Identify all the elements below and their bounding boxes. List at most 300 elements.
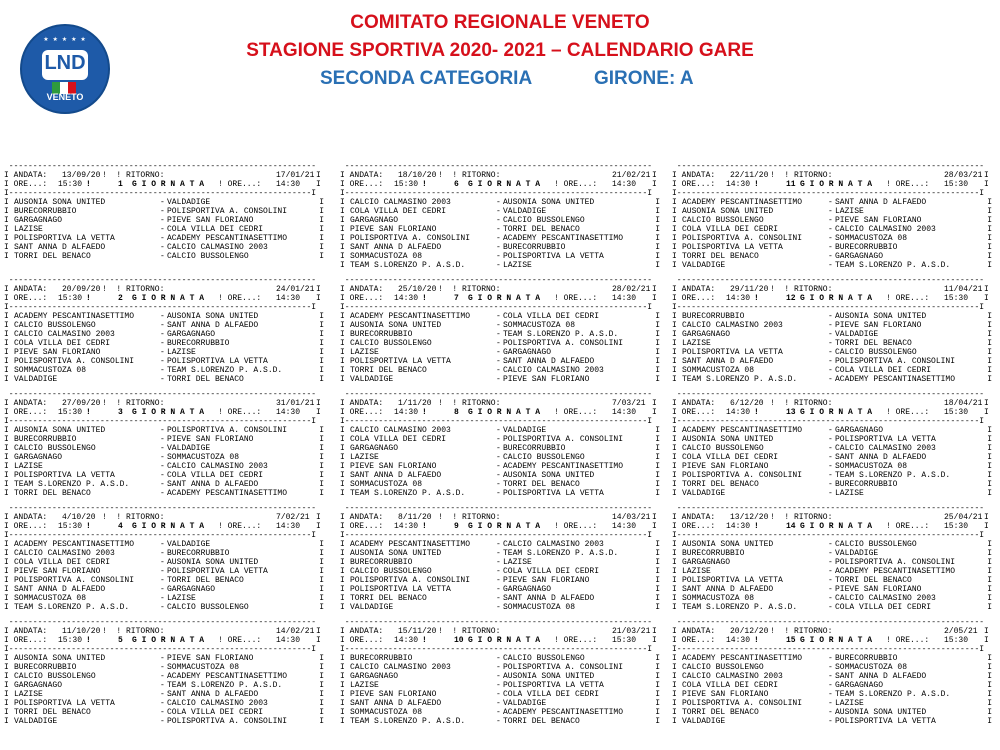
match-dash: - xyxy=(160,207,165,216)
home-team: ACADEMY PESCANTINASETTIMO xyxy=(682,426,803,435)
away-team: POLISPORTIVA LA VETTA xyxy=(835,717,936,726)
border-i: I xyxy=(987,339,992,348)
giornata-prefix: ! xyxy=(422,636,437,645)
border-i: I xyxy=(672,207,677,216)
match-row xyxy=(340,672,662,681)
border-i: I xyxy=(655,594,660,603)
border-i: I xyxy=(984,285,989,294)
ritorno-date: 21/02/21 xyxy=(612,171,651,180)
home-team: POLISPORTIVA LA VETTA xyxy=(14,471,115,480)
border-i: I xyxy=(4,690,9,699)
away-team: TORRI DEL BENACO xyxy=(503,717,580,726)
giornata-prefix: ! xyxy=(86,522,101,531)
match-dash: - xyxy=(828,489,833,498)
ore-andata: 14:30 xyxy=(394,636,419,645)
match-row xyxy=(4,234,326,243)
away-team: TEAM S.LORENZO P. A.S.D. xyxy=(835,690,951,699)
match-dash: - xyxy=(828,261,833,270)
match-row xyxy=(340,366,662,375)
ritorno-date: 28/03/21 xyxy=(944,171,983,180)
round-block xyxy=(340,276,662,390)
border-i: I xyxy=(655,426,660,435)
border-i: I xyxy=(984,627,989,636)
andata-date: 8/11/20 xyxy=(398,513,432,522)
border-i: I xyxy=(4,603,9,612)
border-i: I xyxy=(655,321,660,330)
giornata-prefix: ! xyxy=(754,180,769,189)
match-row xyxy=(4,594,326,603)
match-dash: - xyxy=(160,444,165,453)
border-i: I xyxy=(4,435,9,444)
match-row xyxy=(340,207,662,216)
divider: ---------------------------------------------------------------- xyxy=(4,390,317,399)
ore-andata: 14:30 xyxy=(726,294,751,303)
match-row xyxy=(4,585,326,594)
match-row xyxy=(672,312,994,321)
round-time-row xyxy=(4,408,326,417)
border-i: I xyxy=(319,312,324,321)
border-i: I xyxy=(655,198,660,207)
match-row xyxy=(4,567,326,576)
border-i: I xyxy=(655,252,660,261)
away-team: SOMMACUSTOZA 08 xyxy=(167,453,240,462)
home-team: PIEVE SAN FLORIANO xyxy=(350,225,437,234)
border-i: I xyxy=(672,690,677,699)
border-i: I xyxy=(987,225,992,234)
home-team: AUSONIA SONA UNITED xyxy=(350,321,442,330)
home-team: POLISPORTIVA LA VETTA xyxy=(350,357,451,366)
border-i: I xyxy=(4,426,9,435)
ore-ritorno-label: ! ORE...: xyxy=(886,180,935,189)
home-team: LAZISE xyxy=(682,339,711,348)
match-dash: - xyxy=(828,207,833,216)
border-i: I xyxy=(319,489,324,498)
home-team: CALCIO BUSSOLENGO xyxy=(14,444,96,453)
home-team: POLISPORTIVA A. CONSOLINI xyxy=(682,699,803,708)
round-block xyxy=(4,390,326,504)
match-dash: - xyxy=(160,435,165,444)
home-team: SANT ANNA D ALFAEDO xyxy=(682,357,774,366)
border-i: I xyxy=(4,453,9,462)
away-team: LAZISE xyxy=(835,489,864,498)
border-i: I xyxy=(655,348,660,357)
ritorno-label: ! ! RITORNO: xyxy=(438,171,506,180)
border-i: I xyxy=(4,330,9,339)
away-team: VALDADIGE xyxy=(835,549,879,558)
away-team: TEAM S.LORENZO P. A.S.D. xyxy=(835,261,951,270)
ore-ritorno-label: ! ORE...: xyxy=(554,522,603,531)
match-dash: - xyxy=(828,681,833,690)
andata-date: 20/09/20 xyxy=(62,285,101,294)
match-dash: - xyxy=(160,480,165,489)
border-i: I xyxy=(984,522,989,531)
ore-ritorno-label: ! ORE...: xyxy=(886,408,935,417)
match-dash: - xyxy=(496,357,501,366)
match-row xyxy=(672,435,994,444)
away-team: TORRI DEL BENACO xyxy=(503,480,580,489)
away-team: PIEVE SAN FLORIANO xyxy=(167,435,254,444)
giornata-number: 5 xyxy=(118,636,123,645)
border-i: I xyxy=(340,339,345,348)
away-team: CALCIO BUSSOLENGO xyxy=(503,654,585,663)
round-time-row xyxy=(4,636,326,645)
home-team: SANT ANNA D ALFAEDO xyxy=(682,585,774,594)
border-i: I xyxy=(319,321,324,330)
giornata-number: 6 xyxy=(454,180,459,189)
border-i: I xyxy=(987,708,992,717)
border-i: I xyxy=(4,207,9,216)
home-team: GARGAGNAGO xyxy=(682,330,731,339)
border-i: I xyxy=(987,426,992,435)
border-i: I xyxy=(4,576,9,585)
border-i: I xyxy=(319,207,324,216)
match-dash: - xyxy=(828,594,833,603)
giornata-label: G I O R N A T A xyxy=(132,636,205,645)
home-team: LAZISE xyxy=(682,567,711,576)
border-i: I xyxy=(319,690,324,699)
border-i: I xyxy=(987,471,992,480)
border-i: I xyxy=(987,375,992,384)
border-i: I xyxy=(4,312,9,321)
border-i: I xyxy=(319,672,324,681)
home-team: PIEVE SAN FLORIANO xyxy=(350,690,437,699)
divider: I---------------------------------------------------------------I xyxy=(672,645,985,654)
divider: I---------------------------------------------------------------I xyxy=(4,189,317,198)
border-i: I xyxy=(340,480,345,489)
away-team: COLA VILLA DEI CEDRI xyxy=(167,708,264,717)
ore-label: I ORE...: xyxy=(672,180,721,189)
match-row xyxy=(672,681,994,690)
home-team: LAZISE xyxy=(350,453,379,462)
ore-ritorno-label: ! ORE...: xyxy=(554,180,603,189)
border-i: I xyxy=(319,663,324,672)
giornata-number: 9 xyxy=(454,522,459,531)
border-i: I xyxy=(652,522,657,531)
match-row xyxy=(4,717,326,726)
match-row xyxy=(4,366,326,375)
border-i: I xyxy=(672,357,677,366)
home-team: TEAM S.LORENZO P. A.S.D. xyxy=(14,603,130,612)
ore-andata: 14:30 xyxy=(394,522,419,531)
match-row xyxy=(672,603,994,612)
ore-ritorno: 15:30 xyxy=(944,180,969,189)
match-row xyxy=(4,480,326,489)
giornata-label: G I O R N A T A xyxy=(800,408,873,417)
ore-ritorno-label: ! ORE...: xyxy=(554,408,603,417)
border-i: I xyxy=(987,672,992,681)
giornata-number: 7 xyxy=(454,294,459,303)
border-i: I xyxy=(340,330,345,339)
match-dash: - xyxy=(496,489,501,498)
match-dash: - xyxy=(160,225,165,234)
match-dash: - xyxy=(496,321,501,330)
border-i: I xyxy=(672,654,677,663)
home-team: POLISPORTIVA LA VETTA xyxy=(682,576,783,585)
home-team: COLA VILLA DEI CEDRI xyxy=(682,453,779,462)
match-dash: - xyxy=(496,375,501,384)
match-row xyxy=(672,708,994,717)
match-dash: - xyxy=(828,558,833,567)
match-row xyxy=(672,225,994,234)
border-i: I xyxy=(672,567,677,576)
home-team: TEAM S.LORENZO P. A.S.D. xyxy=(682,603,798,612)
home-team: LAZISE xyxy=(14,462,43,471)
round-time-row xyxy=(672,408,994,417)
match-dash: - xyxy=(160,462,165,471)
match-row xyxy=(4,444,326,453)
match-dash: - xyxy=(828,243,833,252)
border-i: I xyxy=(4,462,9,471)
match-dash: - xyxy=(496,603,501,612)
giornata-label: G I O R N A T A xyxy=(800,294,873,303)
ore-label: I ORE...: xyxy=(340,180,389,189)
border-i: I xyxy=(4,198,9,207)
home-team: CALCIO CALMASINO 2003 xyxy=(350,663,451,672)
home-team: COLA VILLA DEI CEDRI xyxy=(682,681,779,690)
andata-date: 15/11/20 xyxy=(398,627,437,636)
ore-andata: 15:30 xyxy=(58,522,83,531)
home-team: SANT ANNA D ALFAEDO xyxy=(350,243,442,252)
away-team: PIEVE SAN FLORIANO xyxy=(835,321,922,330)
match-row xyxy=(340,681,662,690)
ore-label: I ORE...: xyxy=(672,294,721,303)
round-time-row xyxy=(340,636,662,645)
away-team: GARGAGNAGO xyxy=(503,348,552,357)
away-team: ACADEMY PESCANTINASETTIMO xyxy=(503,708,624,717)
border-i: I xyxy=(655,339,660,348)
match-dash: - xyxy=(828,690,833,699)
border-i: I xyxy=(987,357,992,366)
away-team: LAZISE xyxy=(835,699,864,708)
ore-ritorno: 14:30 xyxy=(276,522,301,531)
ritorno-date: 28/02/21 xyxy=(612,285,651,294)
away-team: ACADEMY PESCANTINASETTIMO xyxy=(835,375,956,384)
match-dash: - xyxy=(160,654,165,663)
away-team: POLISPORTIVA A. CONSOLINI xyxy=(503,339,624,348)
round-block xyxy=(672,162,994,276)
away-team: POLISPORTIVA A. CONSOLINI xyxy=(835,558,956,567)
border-i: I xyxy=(672,321,677,330)
border-i: I xyxy=(655,207,660,216)
border-i: I xyxy=(672,426,677,435)
divider: ---------------------------------------------------------------- xyxy=(672,618,985,627)
home-team: VALDADIGE xyxy=(350,375,394,384)
home-team: BURECORRUBBIO xyxy=(14,663,77,672)
border-i: I xyxy=(655,690,660,699)
ritorno-date: 14/02/21 xyxy=(276,627,315,636)
home-team: CALCIO BUSSOLENGO xyxy=(682,216,764,225)
border-i: I xyxy=(4,348,9,357)
border-i: I xyxy=(672,663,677,672)
border-i: I xyxy=(987,567,992,576)
border-i: I xyxy=(987,681,992,690)
ritorno-label: ! ! RITORNO: xyxy=(102,285,170,294)
match-dash: - xyxy=(496,540,501,549)
ritorno-date: 18/04/21 xyxy=(944,399,983,408)
home-team: BURECORRUBBIO xyxy=(14,207,77,216)
ritorno-label: ! ! RITORNO: xyxy=(102,171,170,180)
match-row xyxy=(672,357,994,366)
border-i: I xyxy=(4,672,9,681)
border-i: I xyxy=(655,663,660,672)
divider: I---------------------------------------------------------------I xyxy=(672,417,985,426)
match-dash: - xyxy=(828,603,833,612)
ore-ritorno-label: ! ORE...: xyxy=(554,294,603,303)
round-time-row xyxy=(672,294,994,303)
match-dash: - xyxy=(496,690,501,699)
match-dash: - xyxy=(828,375,833,384)
ritorno-date: 24/01/21 xyxy=(276,285,315,294)
match-dash: - xyxy=(496,207,501,216)
border-i: I xyxy=(672,375,677,384)
away-team: VALDADIGE xyxy=(503,426,547,435)
away-team: GARGAGNAGO xyxy=(503,585,552,594)
match-row xyxy=(340,312,662,321)
ore-label: I ORE...: xyxy=(4,180,53,189)
away-team: VALDADIGE xyxy=(503,207,547,216)
divider: ---------------------------------------------------------------- xyxy=(4,618,317,627)
border-i: I xyxy=(987,594,992,603)
border-i: I xyxy=(340,567,345,576)
match-row xyxy=(4,357,326,366)
divider: ---------------------------------------------------------------- xyxy=(672,390,985,399)
away-team: PIEVE SAN FLORIANO xyxy=(835,585,922,594)
border-i: I xyxy=(319,357,324,366)
round-time-row xyxy=(340,522,662,531)
ore-label: I ORE...: xyxy=(340,408,389,417)
border-i: I xyxy=(987,198,992,207)
divider: ---------------------------------------------------------------- xyxy=(4,276,317,285)
match-row xyxy=(340,717,662,726)
border-i: I xyxy=(655,654,660,663)
match-row xyxy=(340,708,662,717)
away-team: GARGAGNAGO xyxy=(835,681,884,690)
home-team: TORRI DEL BENACO xyxy=(14,708,91,717)
border-i: I xyxy=(319,366,324,375)
home-team: CALCIO CALMASINO 2003 xyxy=(682,672,783,681)
border-i: I xyxy=(672,681,677,690)
border-i: I xyxy=(984,408,989,417)
ore-label: I ORE...: xyxy=(340,522,389,531)
border-i: I xyxy=(987,348,992,357)
round-dates-row xyxy=(672,399,994,408)
match-row xyxy=(340,603,662,612)
away-team: BURECORRUBBIO xyxy=(835,480,898,489)
border-i: I xyxy=(340,375,345,384)
border-i: I xyxy=(319,603,324,612)
match-row xyxy=(340,453,662,462)
border-i: I xyxy=(319,252,324,261)
match-dash: - xyxy=(160,585,165,594)
round-block xyxy=(672,276,994,390)
border-i: I xyxy=(655,330,660,339)
match-dash: - xyxy=(160,321,165,330)
home-team: PIEVE SAN FLORIANO xyxy=(682,690,769,699)
match-row xyxy=(672,717,994,726)
match-row xyxy=(340,330,662,339)
border-i: I xyxy=(652,627,657,636)
home-team: PIEVE SAN FLORIANO xyxy=(14,567,101,576)
match-dash: - xyxy=(828,462,833,471)
border-i: I xyxy=(987,366,992,375)
andata-label: I ANDATA: xyxy=(4,171,53,180)
away-team: CALCIO BUSSOLENGO xyxy=(167,252,249,261)
andata-label: I ANDATA: xyxy=(672,285,721,294)
divider: I---------------------------------------------------------------I xyxy=(340,531,653,540)
border-i: I xyxy=(4,549,9,558)
border-i: I xyxy=(316,294,321,303)
border-i: I xyxy=(319,462,324,471)
border-i: I xyxy=(655,375,660,384)
match-row xyxy=(340,489,662,498)
away-team: POLISPORTIVA A. CONSOLINI xyxy=(503,435,624,444)
home-team: AUSONIA SONA UNITED xyxy=(14,426,106,435)
match-row xyxy=(4,330,326,339)
ritorno-label: ! ! RITORNO: xyxy=(438,399,506,408)
border-i: I xyxy=(319,426,324,435)
away-team: BURECORRUBBIO xyxy=(503,243,566,252)
match-dash: - xyxy=(160,471,165,480)
match-row xyxy=(340,549,662,558)
border-i: I xyxy=(672,558,677,567)
round-time-row xyxy=(672,636,994,645)
away-team: COLA VILLA DEI CEDRI xyxy=(503,690,600,699)
andata-date: 22/11/20 xyxy=(730,171,769,180)
ore-ritorno-label: ! ORE...: xyxy=(218,294,267,303)
match-dash: - xyxy=(160,312,165,321)
match-row xyxy=(4,603,326,612)
giornata-label: G I O R N A T A xyxy=(132,408,205,417)
home-team: GARGAGNAGO xyxy=(14,681,63,690)
round-dates-row xyxy=(4,285,326,294)
match-row xyxy=(4,663,326,672)
away-team: LAZISE xyxy=(167,348,196,357)
away-team: TORRI DEL BENACO xyxy=(167,375,244,384)
border-i: I xyxy=(319,576,324,585)
andata-date: 27/09/20 xyxy=(62,399,101,408)
andata-date: 11/10/20 xyxy=(62,627,101,636)
border-i: I xyxy=(340,540,345,549)
match-row xyxy=(672,207,994,216)
ritorno-date: 25/04/21 xyxy=(944,513,983,522)
home-team: BURECORRUBBIO xyxy=(350,558,413,567)
giornata-number: 11 xyxy=(786,180,796,189)
andata-label: I ANDATA: xyxy=(4,513,53,522)
match-row xyxy=(672,480,994,489)
border-i: I xyxy=(340,654,345,663)
match-row xyxy=(4,708,326,717)
match-dash: - xyxy=(160,717,165,726)
match-row xyxy=(4,690,326,699)
away-team: SANT ANNA D ALFAEDO xyxy=(503,594,595,603)
round-dates-row xyxy=(340,285,662,294)
match-row xyxy=(340,444,662,453)
round-time-row xyxy=(672,522,994,531)
match-dash: - xyxy=(496,453,501,462)
ore-label: I ORE...: xyxy=(340,294,389,303)
home-team: VALDADIGE xyxy=(682,717,726,726)
border-i: I xyxy=(316,285,321,294)
home-team: GARGAGNAGO xyxy=(350,216,399,225)
border-i: I xyxy=(319,471,324,480)
border-i: I xyxy=(340,663,345,672)
border-i: I xyxy=(987,585,992,594)
match-row xyxy=(4,321,326,330)
border-i: I xyxy=(987,252,992,261)
border-i: I xyxy=(987,207,992,216)
match-dash: - xyxy=(160,426,165,435)
giornata-number: 3 xyxy=(118,408,123,417)
